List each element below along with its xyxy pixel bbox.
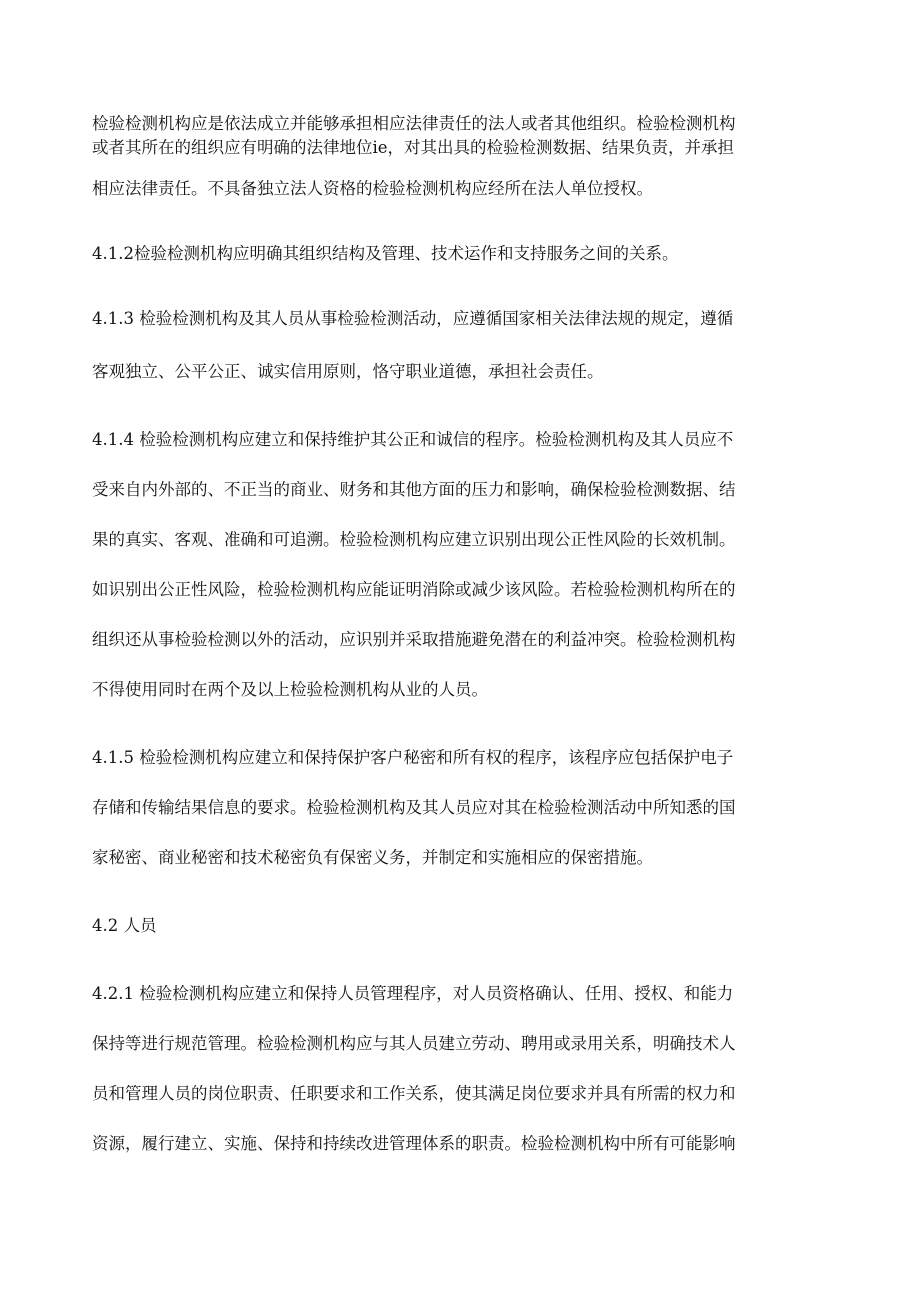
text-line: 4.2.1 检验检测机构应建立和保持人员管理程序，对人员资格确认、任用、授权、和能力 xyxy=(92,984,734,1003)
text-line: 4.1.2检验检测机构应明确其组织结构及管理、技术运作和支持服务之间的关系。 xyxy=(92,244,679,263)
text-line: 受来自内外部的、不正当的商业、财务和其他方面的压力和影响，确保检验检测数据、结 xyxy=(92,480,736,499)
text-line: 4.1.5 检验检测机构应建立和保持保护客户秘密和所有权的程序，该程序应包括保护电子 xyxy=(92,748,734,767)
paragraph-4-1-5 xyxy=(92,748,824,868)
paragraph-4-1-2 xyxy=(92,244,824,264)
text-line: 保持等进行规范管理。检验检测机构应与其人员建立劳动、聘用或录用关系，明确技术人 xyxy=(92,1034,736,1053)
text-line: 不得使用同时在两个及以上检验检测机构从业的人员。 xyxy=(92,680,488,699)
text-line: 家秘密、商业秘密和技术秘密负有保密义务，并制定和实施相应的保密措施。 xyxy=(92,848,653,867)
text-line: 4.1.3 检验检测机构及其人员从事检验检测活动，应遵循国家相关法律法规的规定，遵循 xyxy=(92,309,734,328)
section-heading-4-2 xyxy=(92,916,824,936)
text-line: 检验检测机构应是依法成立并能够承担相应法律责任的法人或者其他组织。检验检测机构 xyxy=(92,114,736,133)
text-line: 员和管理人员的岗位职责、任职要求和工作关系，使其满足岗位要求并具有所需的权力和 xyxy=(92,1084,736,1103)
paragraph-4-1-3 xyxy=(92,309,824,382)
text-line: 果的真实、客观、准确和可追溯。检验检测机构应建立识别出现公正性风险的长效机制。 xyxy=(92,530,736,549)
text-line: 4.1.4 检验检测机构应建立和保持维护其公正和诚信的程序。检验检测机构及其人员应不 xyxy=(92,430,734,449)
paragraph-intro xyxy=(92,114,824,199)
text-line: 存储和传输结果信息的要求。检验检测机构及其人员应对其在检验检测活动中所知悉的国 xyxy=(92,798,736,817)
text-line: 相应法律责任。不具备独立法人资格的检验检测机构应经所在法人单位授权。 xyxy=(92,179,653,198)
text-line: 或者其所在的组织应有明确的法律地位ie，对其出具的检验检测数据、结果负责，并承担 xyxy=(92,138,735,157)
text-line: 组织还从事检验检测以外的活动，应识别并采取措施避免潜在的利益冲突。检验检测机构 xyxy=(92,630,736,649)
paragraph-4-1-4 xyxy=(92,430,824,700)
document-page xyxy=(92,114,824,1154)
text-line: 如识别出公正性风险，检验检测机构应能证明消除或减少该风险。若检验检测机构所在的 xyxy=(92,580,736,599)
text-line: 资源，履行建立、实施、保持和持续改进管理体系的职责。检验检测机构中所有可能影响 xyxy=(92,1134,736,1153)
text-line: 客观独立、公平公正、诚实信用原则，恪守职业道德，承担社会责任。 xyxy=(92,362,604,381)
text-line: 4.2 人员 xyxy=(92,916,157,935)
paragraph-4-2-1 xyxy=(92,984,824,1154)
